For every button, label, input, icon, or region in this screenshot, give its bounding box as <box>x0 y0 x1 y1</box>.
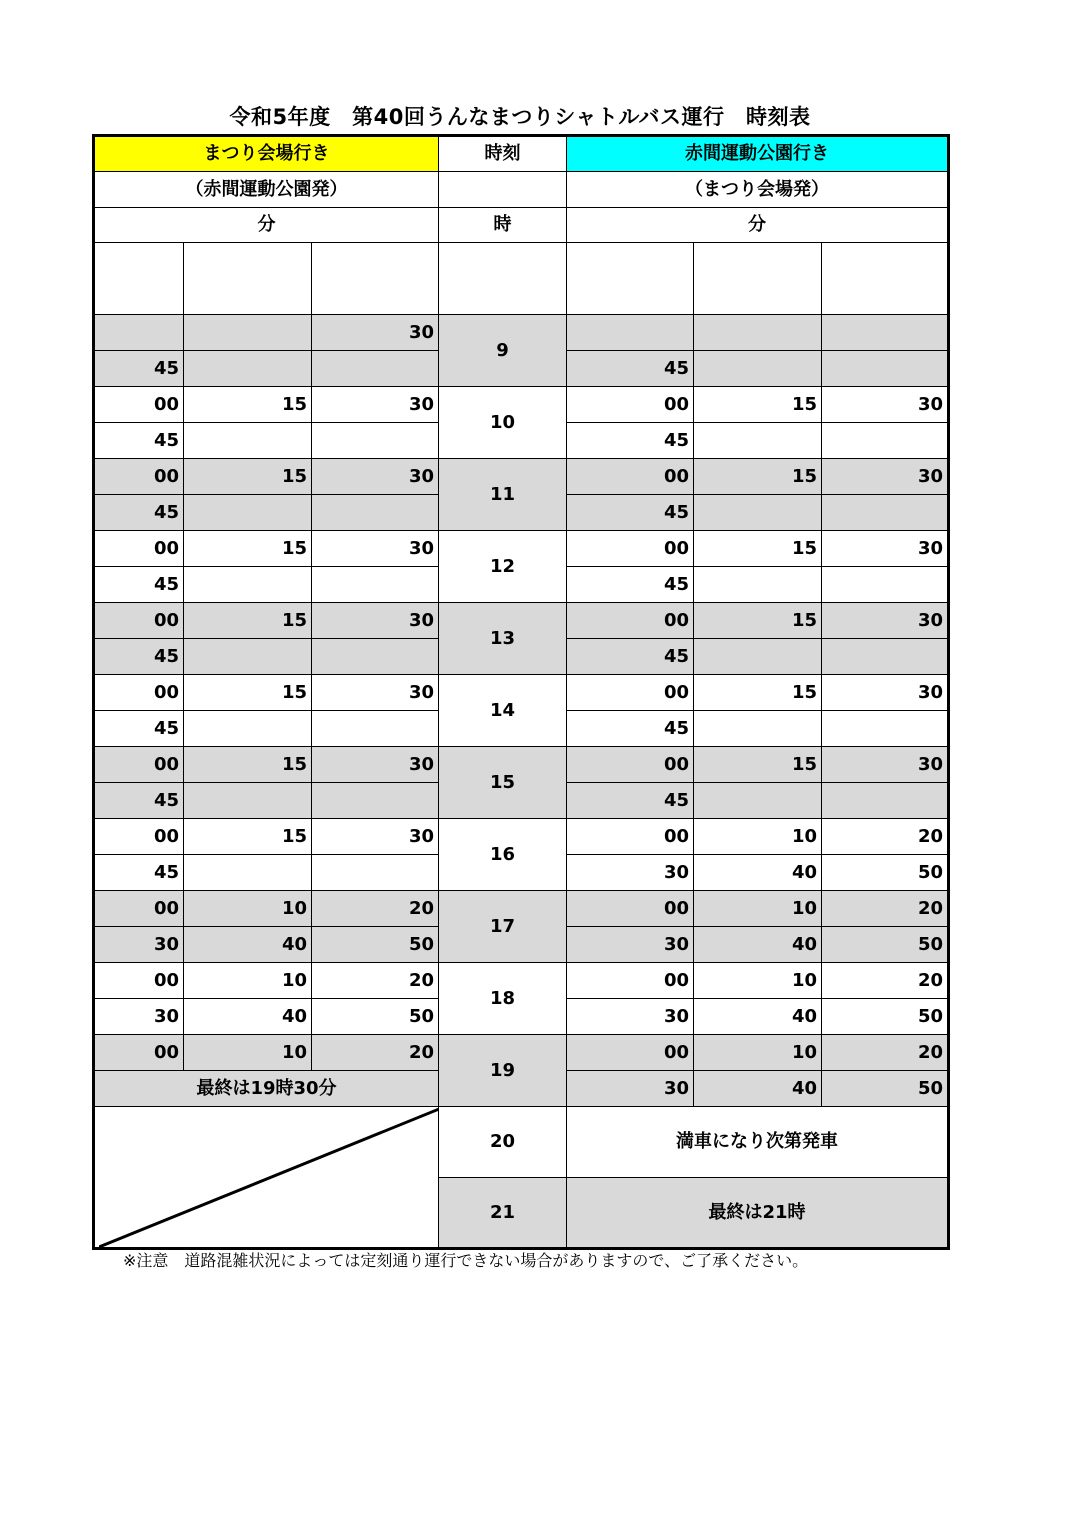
right-minute-cell <box>694 711 822 747</box>
table-row <box>94 315 949 351</box>
right-minute-cell: 15 <box>694 387 822 423</box>
spacer-row <box>94 243 949 315</box>
right-minute-cell: 10 <box>694 963 822 999</box>
left-minute-cell <box>94 315 184 351</box>
right-minute-cell: 00 <box>567 531 694 567</box>
right-minute-header: 分 <box>567 208 949 243</box>
left-minute-cell <box>312 711 439 747</box>
right-minute-cell <box>822 783 949 819</box>
hour-cell: 15 <box>439 747 567 819</box>
right-minute-cell: 45 <box>567 423 694 459</box>
right-minute-cell: 15 <box>694 675 822 711</box>
left-minute-cell <box>312 567 439 603</box>
right-minute-cell <box>694 351 822 387</box>
right-minute-cell: 00 <box>567 675 694 711</box>
left-minute-cell <box>184 351 312 387</box>
left-minute-cell: 45 <box>94 495 184 531</box>
right-minute-cell <box>822 351 949 387</box>
right-minute-cell <box>567 315 694 351</box>
left-minute-cell: 30 <box>312 531 439 567</box>
hour-cell: 16 <box>439 819 567 891</box>
no-service-diagonal-cell <box>94 1107 439 1249</box>
left-minute-cell: 00 <box>94 531 184 567</box>
left-minute-cell: 15 <box>184 459 312 495</box>
right-destination-header: 赤間運動公園行き <box>567 136 949 172</box>
right-minute-cell: 15 <box>694 603 822 639</box>
left-minute-cell: 45 <box>94 351 184 387</box>
left-minute-cell: 30 <box>312 459 439 495</box>
left-minute-cell: 45 <box>94 783 184 819</box>
left-minute-cell: 30 <box>312 747 439 783</box>
left-minute-cell: 10 <box>184 1035 312 1071</box>
right-minute-cell: 50 <box>822 855 949 891</box>
left-minute-cell: 00 <box>94 387 184 423</box>
left-minute-cell: 30 <box>94 927 184 963</box>
left-minute-cell: 00 <box>94 459 184 495</box>
left-minute-cell: 30 <box>312 315 439 351</box>
left-minute-cell: 20 <box>312 963 439 999</box>
left-minute-cell: 10 <box>184 891 312 927</box>
left-minute-cell <box>312 351 439 387</box>
left-minute-cell: 45 <box>94 423 184 459</box>
right-minute-cell: 20 <box>822 891 949 927</box>
left-minute-cell: 30 <box>312 603 439 639</box>
left-minute-cell: 30 <box>312 675 439 711</box>
right-minute-cell: 50 <box>822 927 949 963</box>
right-minute-cell: 30 <box>822 603 949 639</box>
left-minute-cell: 20 <box>312 1035 439 1071</box>
left-minute-cell: 30 <box>94 999 184 1035</box>
right-minute-cell: 40 <box>694 855 822 891</box>
time-header: 時刻 <box>439 136 567 172</box>
table-row <box>94 675 949 711</box>
left-minute-cell <box>312 783 439 819</box>
hour-cell: 12 <box>439 531 567 603</box>
table-row <box>94 531 949 567</box>
left-minute-cell: 15 <box>184 675 312 711</box>
left-minute-cell: 15 <box>184 531 312 567</box>
left-minute-cell: 15 <box>184 747 312 783</box>
time-blank-cell <box>439 172 567 208</box>
blank-cell <box>184 243 312 315</box>
blank-cell <box>694 243 822 315</box>
right-minute-cell: 20 <box>822 1035 949 1071</box>
right-minute-cell: 00 <box>567 963 694 999</box>
left-minute-cell: 45 <box>94 711 184 747</box>
right-minute-cell: 00 <box>567 459 694 495</box>
hour-cell: 9 <box>439 315 567 387</box>
left-minute-cell: 00 <box>94 819 184 855</box>
left-minute-cell: 15 <box>184 603 312 639</box>
hour-header: 時 <box>439 208 567 243</box>
table-row <box>94 963 949 999</box>
left-minute-cell: 45 <box>94 855 184 891</box>
table-row <box>94 1107 949 1178</box>
blank-cell <box>567 243 694 315</box>
right-minute-cell: 00 <box>567 747 694 783</box>
left-minute-cell <box>312 495 439 531</box>
left-minute-cell: 40 <box>184 999 312 1035</box>
left-minute-cell: 50 <box>312 927 439 963</box>
right-minute-cell: 30 <box>822 747 949 783</box>
right-minute-cell <box>822 315 949 351</box>
blank-cell <box>439 243 567 315</box>
left-minute-cell: 00 <box>94 603 184 639</box>
left-minute-cell: 50 <box>312 999 439 1035</box>
page-title: 令和5年度 第40回うんなまつりシャトルバス運行 時刻表 <box>229 105 811 129</box>
footnote: ※注意 道路混雑状況によっては定刻通り運行できない場合がありますので、ご了承ください。 <box>123 1251 809 1270</box>
right-minute-cell: 30 <box>567 927 694 963</box>
table-row <box>94 387 949 423</box>
right-minute-cell: 50 <box>822 999 949 1035</box>
left-minute-cell <box>184 567 312 603</box>
right-minute-cell: 45 <box>567 495 694 531</box>
left-minute-header: 分 <box>94 208 439 243</box>
right-minute-cell: 10 <box>694 819 822 855</box>
left-minute-cell: 45 <box>94 639 184 675</box>
left-minute-cell: 40 <box>184 927 312 963</box>
right-minute-cell: 40 <box>694 927 822 963</box>
right-minute-cell: 00 <box>567 387 694 423</box>
left-minute-cell: 00 <box>94 675 184 711</box>
right-minute-cell <box>694 783 822 819</box>
right-minute-cell: 30 <box>822 459 949 495</box>
right-minute-cell: 20 <box>822 963 949 999</box>
right-minute-cell: 00 <box>567 1035 694 1071</box>
right-minute-cell: 45 <box>567 639 694 675</box>
left-minute-cell: 20 <box>312 891 439 927</box>
right-minute-cell: 30 <box>822 531 949 567</box>
left-minute-cell <box>312 423 439 459</box>
left-minute-cell <box>312 855 439 891</box>
left-minute-cell <box>184 495 312 531</box>
table-row <box>94 459 949 495</box>
hour-cell: 11 <box>439 459 567 531</box>
left-minute-cell: 30 <box>312 387 439 423</box>
right-minute-cell: 15 <box>694 531 822 567</box>
right-minute-cell: 40 <box>694 999 822 1035</box>
table-row <box>94 603 949 639</box>
right-minute-cell: 10 <box>694 891 822 927</box>
left-minute-cell: 00 <box>94 891 184 927</box>
right-minute-cell <box>694 423 822 459</box>
left-minute-cell: 10 <box>184 963 312 999</box>
left-minute-cell: 00 <box>94 963 184 999</box>
left-last-departure-note: 最終は19時30分 <box>94 1071 439 1107</box>
right-minute-cell: 30 <box>567 855 694 891</box>
right-minute-cell: 10 <box>694 1035 822 1071</box>
left-minute-cell <box>184 639 312 675</box>
hour-cell: 10 <box>439 387 567 459</box>
hour-cell: 17 <box>439 891 567 963</box>
right-minute-cell <box>694 639 822 675</box>
right-minute-cell <box>822 495 949 531</box>
right-minute-cell <box>822 639 949 675</box>
blank-cell <box>312 243 439 315</box>
right-minute-cell: 45 <box>567 351 694 387</box>
hour-cell: 14 <box>439 675 567 747</box>
right-minute-cell: 00 <box>567 891 694 927</box>
right-origin-label: （まつり会場発） <box>567 172 949 208</box>
right-minute-cell: 15 <box>694 459 822 495</box>
right-minute-cell: 30 <box>567 999 694 1035</box>
right-minute-cell: 30 <box>822 387 949 423</box>
diagonal-line <box>99 1107 439 1247</box>
hour-cell: 13 <box>439 603 567 675</box>
blank-cell <box>822 243 949 315</box>
right-last-departure-note: 最終は21時 <box>567 1178 949 1249</box>
right-minute-cell <box>694 567 822 603</box>
left-origin-label: （赤間運動公園発） <box>94 172 439 208</box>
left-minute-cell <box>312 639 439 675</box>
left-minute-cell: 00 <box>94 1035 184 1071</box>
timetable <box>92 134 950 1250</box>
hour-cell: 18 <box>439 963 567 1035</box>
right-minute-cell: 00 <box>567 819 694 855</box>
left-minute-cell: 15 <box>184 387 312 423</box>
left-minute-cell: 00 <box>94 747 184 783</box>
right-minute-cell: 00 <box>567 603 694 639</box>
left-minute-cell: 45 <box>94 567 184 603</box>
table-row <box>94 747 949 783</box>
left-minute-cell <box>184 855 312 891</box>
left-minute-cell <box>184 711 312 747</box>
left-minute-cell: 15 <box>184 819 312 855</box>
table-row <box>94 891 949 927</box>
right-minute-cell: 30 <box>822 675 949 711</box>
right-departure-note: 満車になり次第発車 <box>567 1107 949 1178</box>
hour-cell: 21 <box>439 1178 567 1249</box>
right-minute-cell <box>822 423 949 459</box>
hour-cell: 20 <box>439 1107 567 1178</box>
hour-cell: 19 <box>439 1035 567 1107</box>
right-minute-cell: 45 <box>567 783 694 819</box>
left-destination-header: まつり会場行き <box>94 136 439 172</box>
left-minute-cell <box>184 423 312 459</box>
right-minute-cell <box>822 711 949 747</box>
right-minute-cell: 40 <box>694 1071 822 1107</box>
left-minute-cell <box>184 783 312 819</box>
left-minute-cell: 30 <box>312 819 439 855</box>
right-minute-cell: 45 <box>567 567 694 603</box>
right-minute-cell <box>694 495 822 531</box>
blank-cell <box>94 243 184 315</box>
right-minute-cell: 50 <box>822 1071 949 1107</box>
table-row <box>94 819 949 855</box>
right-minute-cell: 20 <box>822 819 949 855</box>
right-minute-cell: 15 <box>694 747 822 783</box>
table-row <box>94 1035 949 1071</box>
left-minute-cell <box>184 315 312 351</box>
right-minute-cell <box>822 567 949 603</box>
right-minute-cell: 45 <box>567 711 694 747</box>
right-minute-cell: 30 <box>567 1071 694 1107</box>
right-minute-cell <box>694 315 822 351</box>
